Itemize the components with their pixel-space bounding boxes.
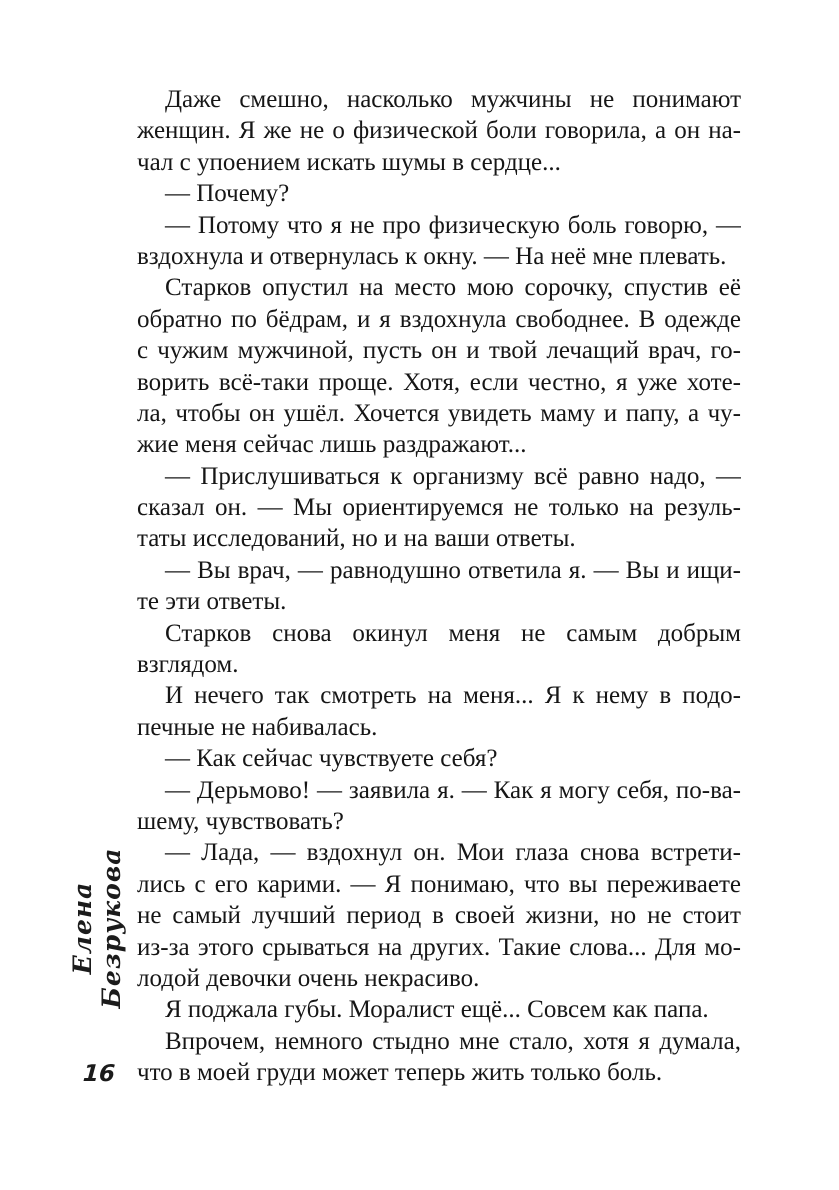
text-line: ла, чтобы он ушёл. Хочется увидеть маму и папу, а чу- (137, 399, 741, 427)
text-line: Я поджала губы. Моралист ещё... Совсем как папа. (165, 996, 709, 1024)
text-line: взглядом. (137, 651, 239, 679)
text-line: — Как сейчас чувствуете себя? (165, 745, 498, 773)
text-line: — Почему? (165, 180, 290, 208)
text-line: лись с его карими. — Я понимаю, что вы переживаете (137, 870, 741, 898)
text-line: женщин. Я же не о физической боли говорила, а он на- (137, 117, 741, 145)
text-line: те эти ответы. (137, 588, 287, 616)
text-line: Старков снова окинул меня не самым добрым (165, 619, 741, 647)
author-signature-vertical: Елена Безрукова (68, 847, 126, 1009)
text-line: Старков опустил на место мою сорочку, спустив её (165, 274, 741, 302)
text-line: — Вы врач, — равнодушно ответила я. — Вы и ищи- (165, 556, 741, 584)
text-line: И нечего так смотреть на меня... Я к нему в подо- (165, 682, 741, 710)
text-line: вздохнула и отвернулась к окну. — На неё мне плевать. (137, 242, 727, 270)
text-line: — Прислушиваться к организму всё равно надо, — (165, 462, 741, 490)
text-line: ворить всё-таки проще. Хотя, если честно, я уже хоте- (137, 368, 741, 396)
text-line: Даже смешно, насколько мужчины не понимают (165, 86, 741, 113)
text-line: жие меня сейчас лишь раздражают... (137, 431, 527, 459)
text-line: — Лада, — вздохнул он. Мои глаза снова встрети- (165, 839, 741, 867)
text-line: что в моей груди может теперь жить только боль. (137, 1059, 663, 1087)
text-line: сказал он. — Мы ориентируемся не только на резуль- (137, 494, 741, 522)
text-line: печные не набивалась. (137, 713, 378, 741)
text-line: таты исследований, но и на ваши ответы. (137, 525, 576, 553)
text-line: из-за этого срываться на других. Такие слова... Для мо- (137, 933, 741, 961)
text-line: — Потому что я не про физическую боль говорю, — (165, 211, 741, 239)
text-line: шему, чувствовать? (137, 807, 344, 835)
page-number: 16 (82, 1061, 116, 1087)
page-text (137, 84, 741, 1089)
text-line: Впрочем, немного стыдно мне стало, хотя я думала, (165, 1027, 741, 1055)
text-line: лодой девочки очень некрасиво. (137, 964, 480, 992)
text-line: чал с упоением искать шумы в сердце... (137, 148, 561, 176)
text-line: обратно по бёдрам, и я вздохнула свободнее. В одежде (137, 305, 741, 333)
text-line: не самый лучший период в своей жизни, но не стоит (137, 902, 741, 930)
text-line: — Дерьмово! — заявила я. — Как я могу себя, по-ва- (165, 776, 741, 804)
text-line: с чужим мужчиной, пусть он и твой лечащий врач, го- (137, 337, 741, 365)
